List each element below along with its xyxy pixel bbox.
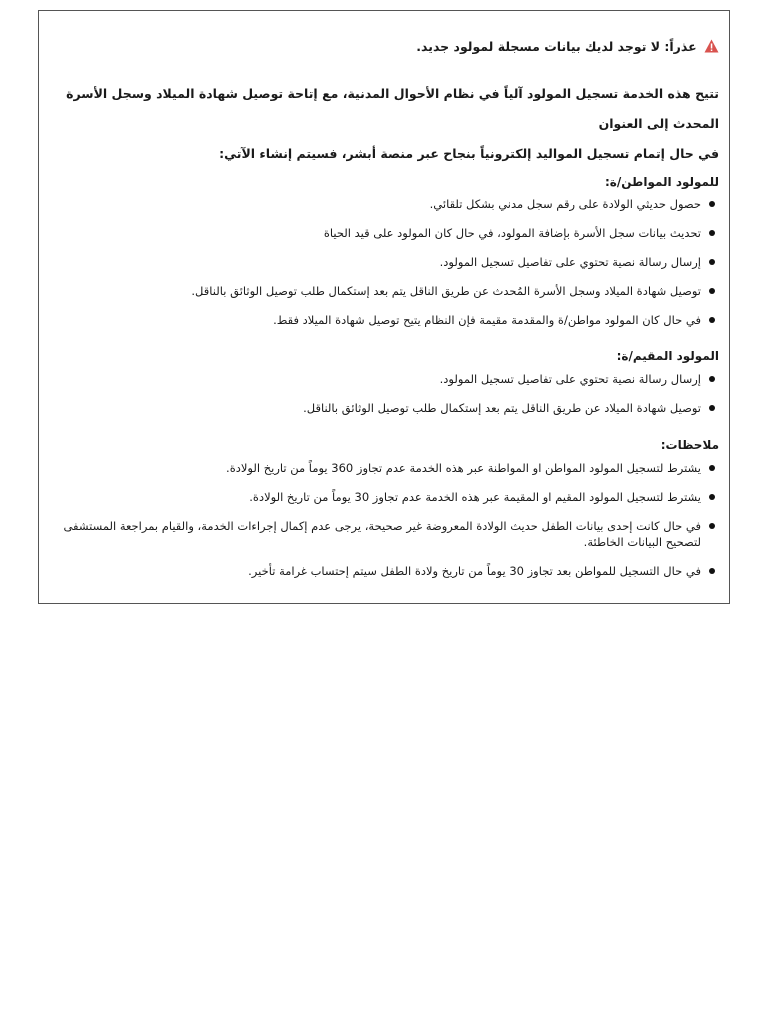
list-item: حصول حديثي الولادة على رقم سجل مدني بشكل تلقائي.	[51, 196, 719, 212]
bullet-icon	[709, 465, 715, 471]
notes-list	[51, 460, 719, 579]
resident-section-title: المولود المقيم/ة:	[616, 349, 719, 363]
notes-section-title: ملاحظات:	[660, 438, 719, 452]
resident-list	[51, 371, 719, 416]
list-item: في حال التسجيل للمواطن بعد تجاوز 30 يوماً من تاريخ ولادة الطفل سيتم إحتساب غرامة تأخير.	[51, 563, 719, 579]
list-item: إرسال رسالة نصية تحتوي على تفاصيل تسجيل المولود.	[51, 371, 719, 387]
list-item: يشترط لتسجيل المولود المقيم او المقيمة عبر هذه الخدمة عدم تجاوز 30 يوماً من تاريخ الولادة.	[51, 489, 719, 505]
citizen-section-title: للمولود المواطن/ة:	[604, 175, 719, 189]
citizen-list	[51, 196, 719, 328]
list-item: في حال كانت إحدى بيانات الطفل حديث الولادة المعروضة غير صحيحة، يرجى عدم إكمال إجراءات الخدمة، والقيام بمراجعة المستشفى لتصحيح البيانات الخاطئة.	[51, 518, 719, 550]
bullet-icon	[709, 201, 715, 207]
service-info-panel	[38, 10, 730, 604]
bullet-icon	[709, 405, 715, 411]
intro-line-1: تتيح هذه الخدمة تسجيل المولود آلياً في نظام الأحوال المدنية، مع إتاحة توصيل شهادة الميلاد وسجل الأسرة المحدث إلى العنوان	[66, 86, 719, 131]
list-item: توصيل شهادة الميلاد وسجل الأسرة المُحدث عن طريق الناقل يتم بعد إستكمال طلب توصيل الوثائق بالناقل.	[51, 283, 719, 299]
bullet-icon	[709, 376, 715, 382]
list-item: توصيل شهادة الميلاد عن طريق الناقل يتم بعد إستكمال طلب توصيل الوثائق بالناقل.	[51, 400, 719, 416]
intro-line-2: في حال إتمام تسجيل المواليد إلكترونياً بنجاح عبر منصة أبشر، فسيتم إنشاء الآتي:	[219, 146, 719, 161]
list-item: يشترط لتسجيل المولود المواطن او المواطنة عبر هذه الخدمة عدم تجاوز 360 يوماً من تاريخ الولادة.	[51, 460, 719, 476]
bullet-icon	[709, 494, 715, 500]
warning-triangle-icon	[704, 35, 719, 49]
bullet-icon	[709, 523, 715, 529]
bullet-icon	[709, 288, 715, 294]
bullet-icon	[709, 259, 715, 265]
warning-text: عذراً: لا توجد لديك بيانات مسجلة لمولود جديد.	[416, 39, 697, 54]
bullet-icon	[709, 317, 715, 323]
warning-message	[51, 33, 719, 61]
bullet-icon	[709, 230, 715, 236]
bullet-icon	[709, 568, 715, 574]
list-item: تحديث بيانات سجل الأسرة بإضافة المولود، في حال كان المولود على قيد الحياة	[51, 225, 719, 241]
list-item: في حال كان المولود مواطن/ة والمقدمة مقيمة فإن النظام يتيح توصيل شهادة الميلاد فقط.	[51, 312, 719, 328]
list-item: إرسال رسالة نصية تحتوي على تفاصيل تسجيل المولود.	[51, 254, 719, 270]
